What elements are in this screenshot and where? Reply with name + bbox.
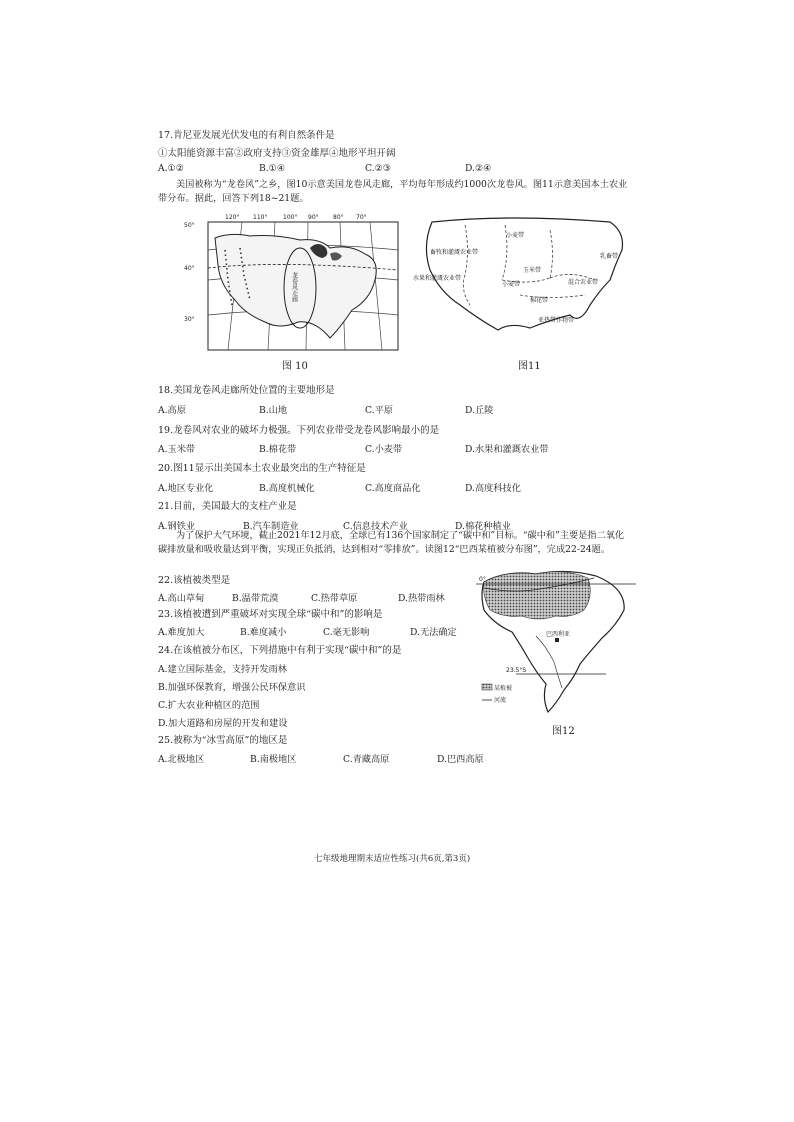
belt-label-fruit: 水果和灌溉农业带 (413, 275, 462, 282)
q20-option-a: A.地区专业化 (158, 483, 214, 494)
q23-option-b: B.难度减小 (240, 627, 287, 638)
belt-label-corn: 玉米带 (523, 267, 542, 274)
figure-11-caption: 图11 (518, 361, 541, 372)
lat-label-40: 40° (184, 265, 195, 272)
legend-vegetation-label: 某植被 (494, 685, 513, 692)
belt-label-dairy: 乳畜带 (600, 253, 619, 260)
figure-12 (476, 566, 636, 716)
lat-label-50: 50° (184, 222, 195, 229)
q17-option-a: A.①② (158, 163, 185, 174)
q19-option-c: C.小麦带 (365, 444, 403, 455)
q23-stem: 23.该植被遭到严重破坏对实现全球“碳中和”的影响是 (158, 609, 383, 620)
q21-stem: 21.目前，美国最大的支柱产业是 (158, 501, 297, 512)
brasilia-label: 巴西利亚 (546, 631, 571, 638)
q24-stem: 24.在该植被分布区，下列措施中有利于实现“碳中和”的是 (158, 645, 402, 656)
q21-option-b: B.汽车制造业 (243, 521, 299, 532)
q20-option-b: B.高度机械化 (259, 483, 315, 494)
lon-label-110: 110° (253, 214, 268, 221)
q18-option-a: A.高原 (158, 405, 186, 416)
figure-11 (410, 210, 635, 340)
belt-label-ranching: 畜牧和灌溉农业带 (430, 249, 479, 256)
tornado-map (180, 210, 405, 355)
q22-option-c: C.热带草原 (311, 593, 358, 604)
q19-option-b: B.棉花带 (259, 444, 297, 455)
agriculture-belt-map (410, 210, 635, 340)
equator-label: 0° (479, 576, 486, 583)
q25-option-a: A.北极地区 (158, 754, 205, 765)
belt-label-subtropical: 亚热带作物带 (538, 317, 575, 324)
q22-option-d: D.热带雨林 (398, 593, 445, 604)
figure-10 (180, 210, 405, 355)
brazil-vegetation-map (476, 566, 636, 716)
q21-option-c: C.信息技术产业 (343, 521, 408, 532)
q22-option-b: B.温带荒漠 (232, 593, 279, 604)
q17-stem: 17.肯尼亚发展光伏发电的有利自然条件是 (158, 130, 335, 141)
figure-10-caption: 图 10 (282, 361, 308, 372)
intro-paragraph-us: 美国被称为“龙卷风”之乡，图10示意美国龙卷风走廊，平均每年形成约1000次龙卷风。图11示意美国本土农业带分布。据此，回答下列18~21题。 (158, 179, 628, 204)
lat-label-30: 30° (184, 316, 195, 323)
q24-option-a: A.建立国际基金，支持开发雨林 (158, 664, 287, 675)
lon-label-70: 70° (356, 214, 367, 221)
q20-option-d: D.高度科技化 (465, 483, 521, 494)
q18-option-c: C.平原 (365, 405, 393, 416)
figure-12-caption: 图12 (552, 726, 575, 737)
q19-stem: 19.龙卷风对农业的破坏力极强。下列农业带受龙卷风影响最小的是 (158, 425, 440, 436)
q17-option-d: D.②④ (465, 163, 492, 174)
lon-label-120: 120° (225, 214, 240, 221)
legend-river-label: 河流 (494, 697, 507, 704)
q24-option-b: B.加强环保教育，增强公民环保意识 (158, 682, 306, 693)
lon-label-80: 80° (333, 214, 344, 221)
q20-stem: 20.图11显示出美国本土农业最突出的生产特征是 (158, 463, 366, 474)
q23-option-c: C.毫无影响 (323, 627, 370, 638)
corridor-label: 龙卷风走廊 (290, 272, 298, 302)
belt-label-cotton: 棉花带 (530, 297, 549, 304)
q22-stem: 22.该植被类型是 (158, 575, 231, 586)
q24-option-d: D.加大道路和房屋的开发和建设 (158, 718, 288, 729)
q19-option-d: D.水果和灌溉农业带 (465, 444, 549, 455)
q18-option-b: B.山地 (259, 405, 288, 416)
q21-option-a: A.钢铁业 (158, 521, 196, 532)
lon-label-100: 100° (283, 214, 298, 221)
q19-option-a: A.玉米带 (158, 444, 196, 455)
belt-label-wheat-north: 小麦带 (506, 232, 525, 239)
q18-stem: 18.美国龙卷风走廊所处位置的主要地形是 (158, 385, 335, 396)
q25-option-b: B.南极地区 (250, 754, 297, 765)
q18-option-d: D.丘陵 (465, 405, 494, 416)
q23-option-d: D.无法确定 (410, 627, 457, 638)
intro-paragraph-carbon: 为了保护大气环境，截止2021年12月底，全球已有136个国家制定了“碳中和”目标。“碳中和”主要是指二氧化碳排放量和吸收量达到平衡，实现正负抵消，达到相对“零排放”。读图12“巴西某植被分布图”，完成22-24题。 (158, 530, 625, 555)
belt-label-wheat-south: 小麦带 (502, 281, 521, 288)
q24-option-c: C.扩大农业种植区的范围 (158, 700, 260, 711)
q25-stem: 25.被称为“冰雪高原”的地区是 (158, 735, 288, 746)
page-footer: 七年级地理期末适应性练习(共6页,第3页) (314, 854, 471, 864)
q20-option-c: C.高度商品化 (365, 483, 421, 494)
q23-option-a: A.难度加大 (158, 627, 205, 638)
q25-option-c: C.青藏高原 (343, 754, 390, 765)
q17-option-b: B.①④ (259, 163, 286, 174)
q22-option-a: A.高山草甸 (158, 593, 205, 604)
lon-label-90: 90° (308, 214, 319, 221)
q17-option-c: C.②③ (365, 163, 392, 174)
q21-option-d: D.棉花种植业 (455, 521, 511, 532)
tropic-label: 23.5°S (506, 667, 527, 674)
q25-option-d: D.巴西高原 (437, 754, 484, 765)
belt-label-mixed: 混合农业带 (568, 279, 599, 286)
q17-conditions: ①太阳能资源丰富②政府支持③资金雄厚④地形平坦开阔 (158, 148, 396, 159)
